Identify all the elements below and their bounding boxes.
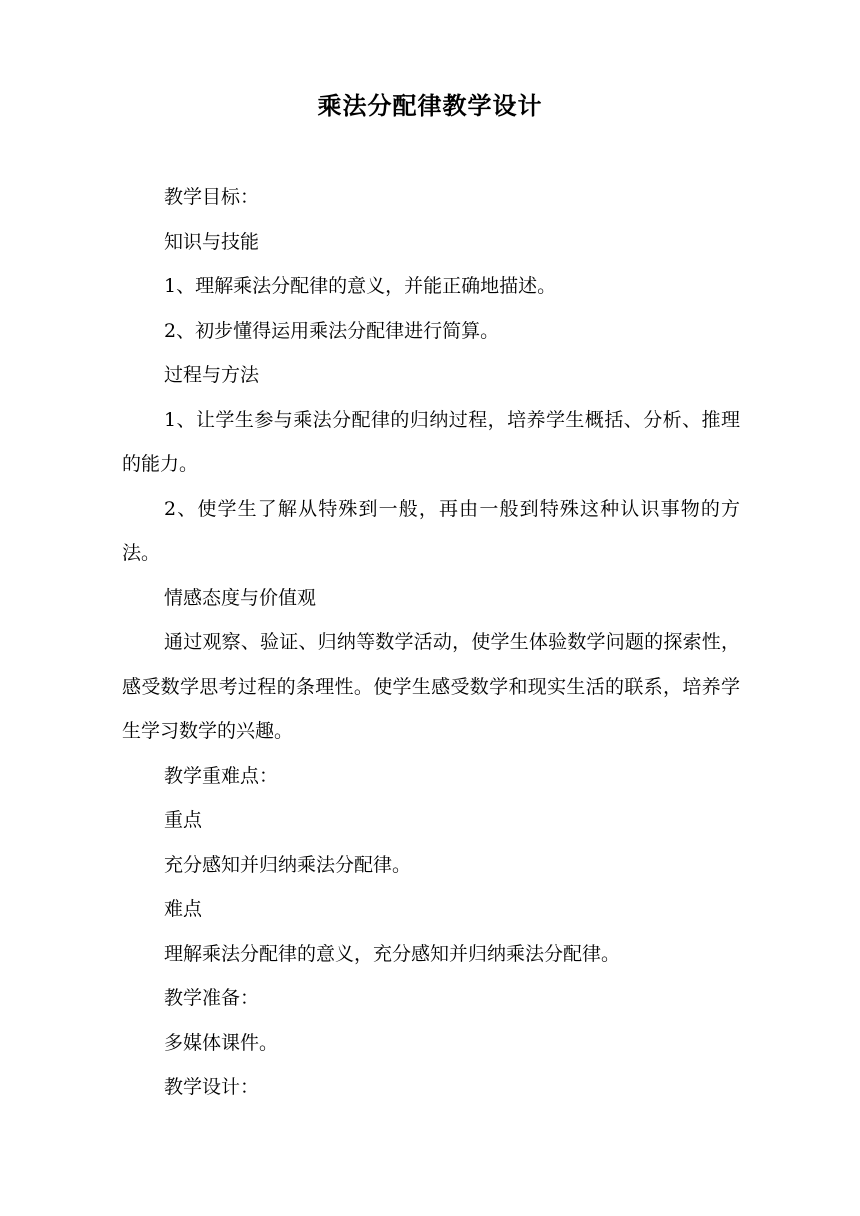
paragraph-preparation-text: 多媒体课件。: [164, 1031, 279, 1054]
document-body: [122, 175, 740, 1110]
paragraph-knowledge-item-1: 1、理解乘法分配律的意义，并能正确地描述。: [164, 275, 557, 297]
paragraph-teaching-design-heading: 教学设计：: [164, 1076, 260, 1098]
paragraph-knowledge-item-2: 2、初步懂得运用乘法分配律进行简算。: [164, 319, 500, 342]
paragraph-key-difficult-heading: 教学重难点：: [164, 764, 279, 787]
paragraph-key-point-heading: 重点: [164, 809, 203, 831]
paragraph-emotion-values-text: 通过观察、验证、归纳等数学活动，使学生体验数学问题的探索性，感受数学思考过程的条理性。使学生感受数学和现实生活的联系，培养学生学习数学的兴趣。: [122, 631, 740, 742]
paragraph-difficult-point-heading: 难点: [164, 898, 203, 920]
document-title: 乘法分配律教学设计: [317, 92, 543, 120]
paragraph-preparation-heading: 教学准备：: [164, 987, 260, 1009]
paragraph-process-method-heading: 过程与方法: [164, 364, 260, 386]
paragraph-knowledge-skills-heading: 知识与技能: [164, 230, 260, 253]
paragraph-emotion-values-heading: 情感态度与价值观: [164, 586, 317, 609]
paragraph-teaching-goals-heading: 教学目标：: [164, 186, 260, 208]
paragraph-key-point-text: 充分感知并归纳乘法分配律。: [164, 853, 412, 876]
paragraph-process-item-2: 2、使学生了解从特殊到一般，再由一般到特殊这种认识事物的方法。: [122, 497, 740, 564]
paragraph-process-item-1: 1、让学生参与乘法分配律的归纳过程，培养学生概括、分析、推理的能力。: [122, 408, 740, 475]
paragraph-difficult-point-text: 理解乘法分配律的意义，充分感知并归纳乘法分配律。: [164, 942, 621, 965]
